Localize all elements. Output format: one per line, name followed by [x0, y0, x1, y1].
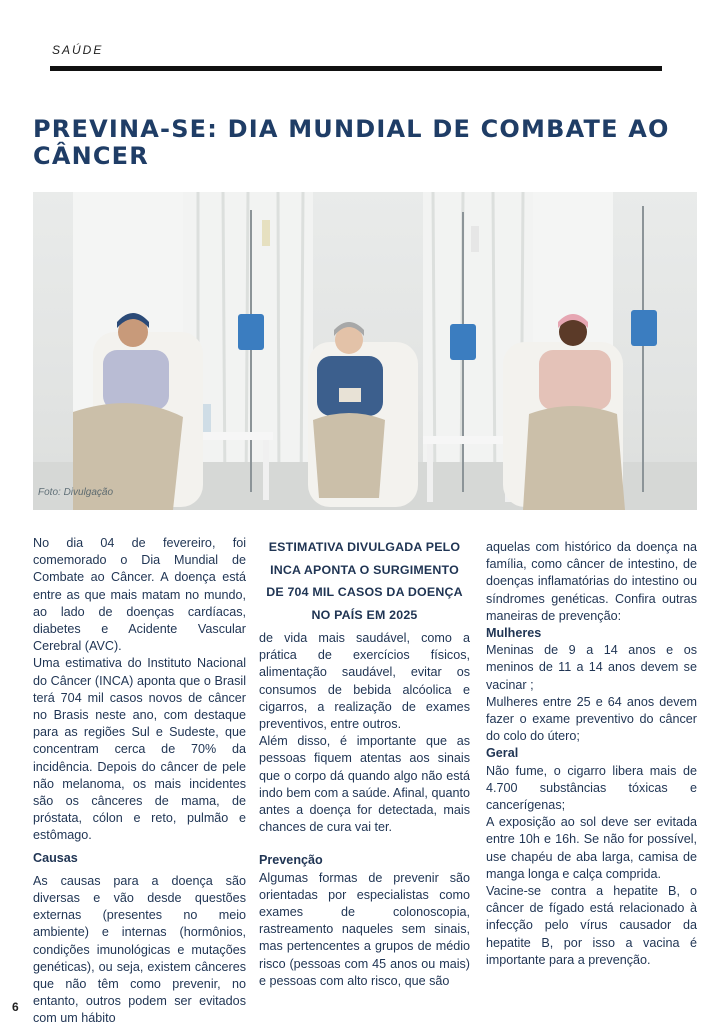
photo-credit: Foto: Divulgação	[38, 487, 114, 498]
paragraph: Vacine-se contra a hepatite B, o câncer de fígado está relacionado à infecção pelo vírus causador da hepatite B, por isso a vacina é importante para a prevenção.	[486, 884, 697, 967]
article-title: PREVINA-SE: DIA MUNDIAL DE COMBATE AO CÂNCER	[33, 115, 670, 170]
paragraph: Uma estimativa do Instituto Nacional do Câncer (INCA) aponta que o Brasil terá 704 mil casos novos de câncer no Brasis neste ano, com destaque para as regiões Sul e Sudeste, que concentram cerca de 70% da incidência. Depois do câncer de pele não melanoma, os mais incidentes são os cânceres de mama, de próstata, cólon e reto, pulmão e estômago.	[33, 656, 246, 843]
paragraph: As causas para a doença são diversas e vão desde questões externas (presentes no meio ambiente) e internas (hormônios, condições imunológicas e mutações genéticas), ou seja, existem cânceres que não têm como prevenir, no entanto, outros podem ser evitados com um hábito	[33, 873, 246, 1026]
paragraph: Algumas formas de prevenir são orientadas por especialistas como exames de colonoscopia, rastreamento naqueles sem sinais, mas pertencentes a grupos de médio risco (pessoas com 45 anos ou mais) e pessoas com alto risco, que são	[259, 870, 470, 988]
paragraph: No dia 04 de fevereiro, foi comemorado o Dia Mundial de Combate ao Câncer. A doença está entre as que mais matam no mundo, ao lado de doenças cardíacas, diabetes e Acidente Vascular Cerebral (AVC).	[33, 536, 246, 654]
causas-heading: Causas	[33, 850, 78, 865]
paragraph: Mulheres entre 25 e 64 anos devem fazer o exame preventivo do câncer do colo do útero;	[486, 694, 697, 744]
header-rule	[50, 66, 662, 71]
prevencao-heading: Prevenção	[259, 853, 323, 868]
paragraph: aquelas com histórico da doença na família, como câncer de intestino, de doenças inflamatórias do intestino ou síndromes genéticas. Confira outras maneiras de prevenção:	[486, 540, 697, 623]
section-label: SAÚDE	[52, 43, 104, 57]
paragraph: Meninas de 9 a 14 anos e os meninos de 11 a 14 anos devem se vacinar ;	[486, 643, 697, 692]
pull-quote: ESTIMATIVA DIVULGADA PELO INCA APONTA O SURGIMENTO DE 704 MIL CASOS DA DOENÇA NO PAÍS EM 2025	[266, 540, 463, 622]
infusion-room-illustration	[33, 192, 697, 510]
text-column-3	[486, 539, 697, 969]
article-photo	[33, 192, 697, 510]
paragraph: A exposição ao sol deve ser evitada entre 10h e 16h. Se não for possível, use chapéu de aba larga, camisa de manga longa e calça comprida.	[486, 815, 697, 881]
text-column-1	[33, 535, 246, 1028]
mulheres-heading: Mulheres	[486, 626, 542, 641]
geral-heading: Geral	[486, 746, 519, 761]
text-column-2	[259, 536, 470, 990]
page-number: 6	[12, 1000, 19, 1014]
paragraph: de vida mais saudável, como a prática de exercícios físicos, alimentação saudável, evitar os consumos de bebida alcóolica e cigarros, a realização de exames preventivos, entre outros.	[259, 631, 470, 732]
paragraph: Não fume, o cigarro libera mais de 4.700 substâncias tóxicas e cancerígenas;	[486, 763, 697, 813]
paragraph: Além disso, é importante que as pessoas fiquem atentas aos sinais que o corpo dá quando algo não está indo bem com a saúde. Afinal, quanto antes a doença for detectada, mais chances de cura vai ter.	[259, 734, 470, 835]
